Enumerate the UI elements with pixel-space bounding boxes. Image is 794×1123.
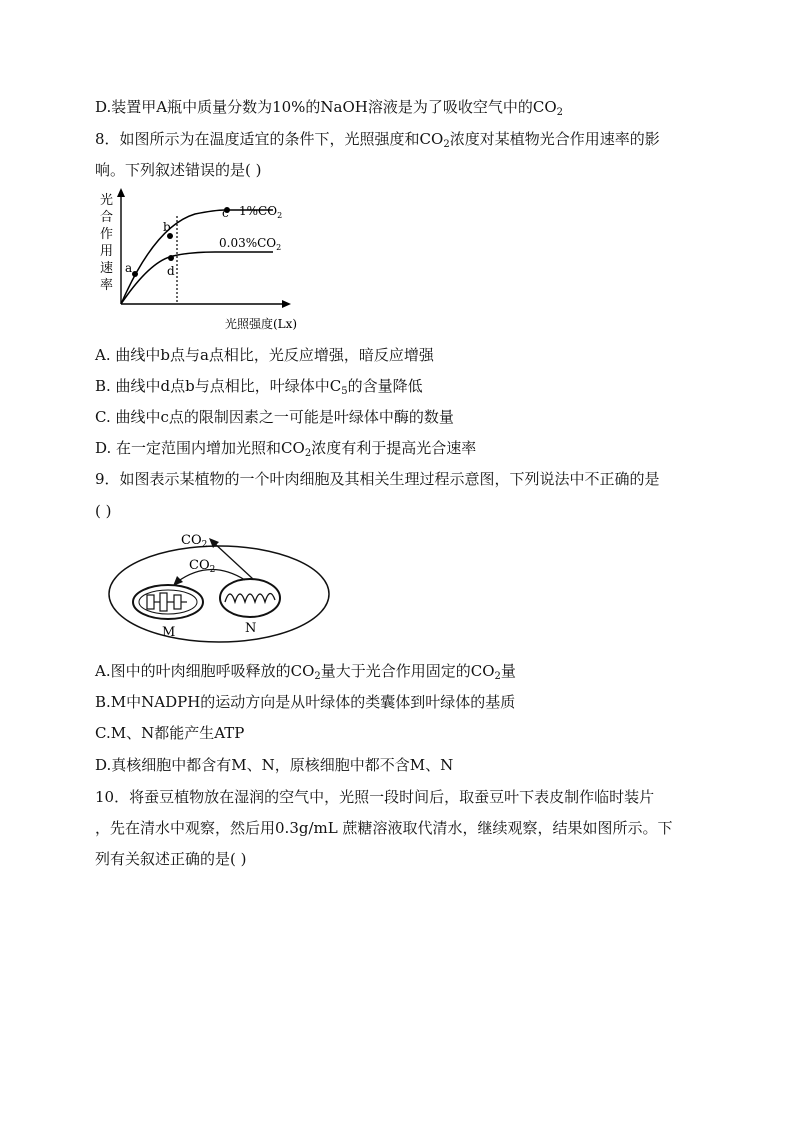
- q8-option-b: [95, 376, 423, 396]
- curve-1pct-co2: [121, 210, 273, 304]
- y-axis-label-char: 光: [100, 193, 114, 208]
- q8-option-a: A. 曲线中b点与a点相比，光反应增强，暗反应增强: [95, 346, 434, 364]
- point-a-label: a: [125, 261, 133, 275]
- co2-inner-arrowhead: [173, 576, 183, 586]
- q7-option-d: [95, 97, 563, 117]
- point-d-label: d: [167, 264, 175, 278]
- x-axis-arrow: [282, 300, 291, 308]
- q8-option-d: [95, 438, 476, 458]
- q9-stem-line-1: 9．如图表示某植物的一个叶肉细胞及其相关生理过程示意图，下列说法中不正确的是: [95, 470, 660, 488]
- point-c-label: c: [222, 206, 229, 220]
- y-axis-label-char: 合: [100, 210, 114, 225]
- subscript: 2: [556, 107, 564, 118]
- q9-option-c: C.M、N都能产生ATP: [95, 724, 245, 742]
- q7-option-d-text: D.装置甲A瓶中质量分数为10%的NaOH溶液是为了吸收空气中的CO: [95, 98, 557, 116]
- y-axis-label-char: 速: [100, 261, 114, 276]
- point-b-label: b: [163, 220, 171, 234]
- q8-stem-text-a: 8．如图所示为在温度适宜的条件下，光照强度和CO: [95, 130, 444, 148]
- q9-option-a: [95, 661, 516, 681]
- q8-option-c: C. 曲线中c点的限制因素之一可能是叶绿体中酶的数量: [95, 408, 454, 426]
- y-axis-label-char: 率: [100, 278, 114, 293]
- q9-option-a-text-post: 量: [500, 662, 516, 680]
- q10-stem-line-2: ，先在清水中观察，然后用0.3g/mL 蔗糖溶液取代清水，继续观察，结果如图所示。下: [95, 819, 673, 837]
- y-axis-arrow: [117, 188, 125, 197]
- q8-stem-line-2: 响。下列叙述错误的是( ): [95, 161, 262, 179]
- curve-top-label: $1\%CO_2$: [239, 204, 283, 220]
- subscript: 2: [443, 139, 450, 150]
- label-m: M: [162, 625, 176, 640]
- curve-bottom-label: $0.03\%CO_2$: [219, 236, 282, 252]
- q8-stem-text-b: 浓度对某植物光合作用速率的影: [449, 130, 660, 148]
- co2-outer-label: $CO_2$: [181, 533, 208, 550]
- q8-option-d-text-pre: D. 在一定范围内增加光照和CO: [95, 439, 305, 457]
- subscript: 2: [494, 671, 501, 682]
- label-n: N: [245, 621, 257, 636]
- q9-option-a-text-mid: 量大于光合作用固定的CO: [320, 662, 495, 680]
- subscript: 5: [341, 386, 348, 397]
- q8-figure: [95, 186, 325, 336]
- y-axis-label-char: 用: [100, 244, 114, 259]
- mitochondrion-outer: [220, 579, 280, 617]
- q8-stem-line-1: [95, 129, 660, 149]
- leaf-cell-outline: [109, 546, 329, 642]
- subscript: 2: [314, 671, 321, 682]
- q9-stem-line-2: ( ): [95, 502, 112, 520]
- q8-option-d-text-post: 浓度有利于提高光合速率: [311, 439, 477, 457]
- point-d-marker: [168, 255, 174, 261]
- q9-figure: [105, 528, 340, 646]
- q9-option-d: D.真核细胞中都含有M、N，原核细胞中都不含M、N: [95, 756, 454, 774]
- q9-option-b: B.M中NADPH的运动方向是从叶绿体的类囊体到叶绿体的基质: [95, 693, 516, 711]
- q9-option-a-text-pre: A.图中的叶肉细胞呼吸释放的CO: [95, 662, 315, 680]
- q10-stem-line-1: 10．将蚕豆植物放在湿润的空气中，光照一段时间后，取蚕豆叶下表皮制作临时装片: [95, 788, 655, 806]
- mitochondrion-cristae-icon: [225, 593, 275, 602]
- q8-option-b-text-pre: B. 曲线中d点b与点相比，叶绿体中C: [95, 377, 342, 395]
- subscript: 2: [304, 448, 312, 459]
- q8-option-b-text-post: 的含量降低: [347, 377, 423, 395]
- point-a-marker: [132, 271, 138, 277]
- x-axis-label: 光照强度(Lx): [225, 317, 298, 331]
- co2-inner-label: $CO_2$: [189, 558, 216, 575]
- grana-icon: [147, 593, 187, 611]
- q10-stem-line-3: 列有关叙述正确的是( ): [95, 850, 247, 868]
- y-axis-label-char: 作: [100, 227, 114, 242]
